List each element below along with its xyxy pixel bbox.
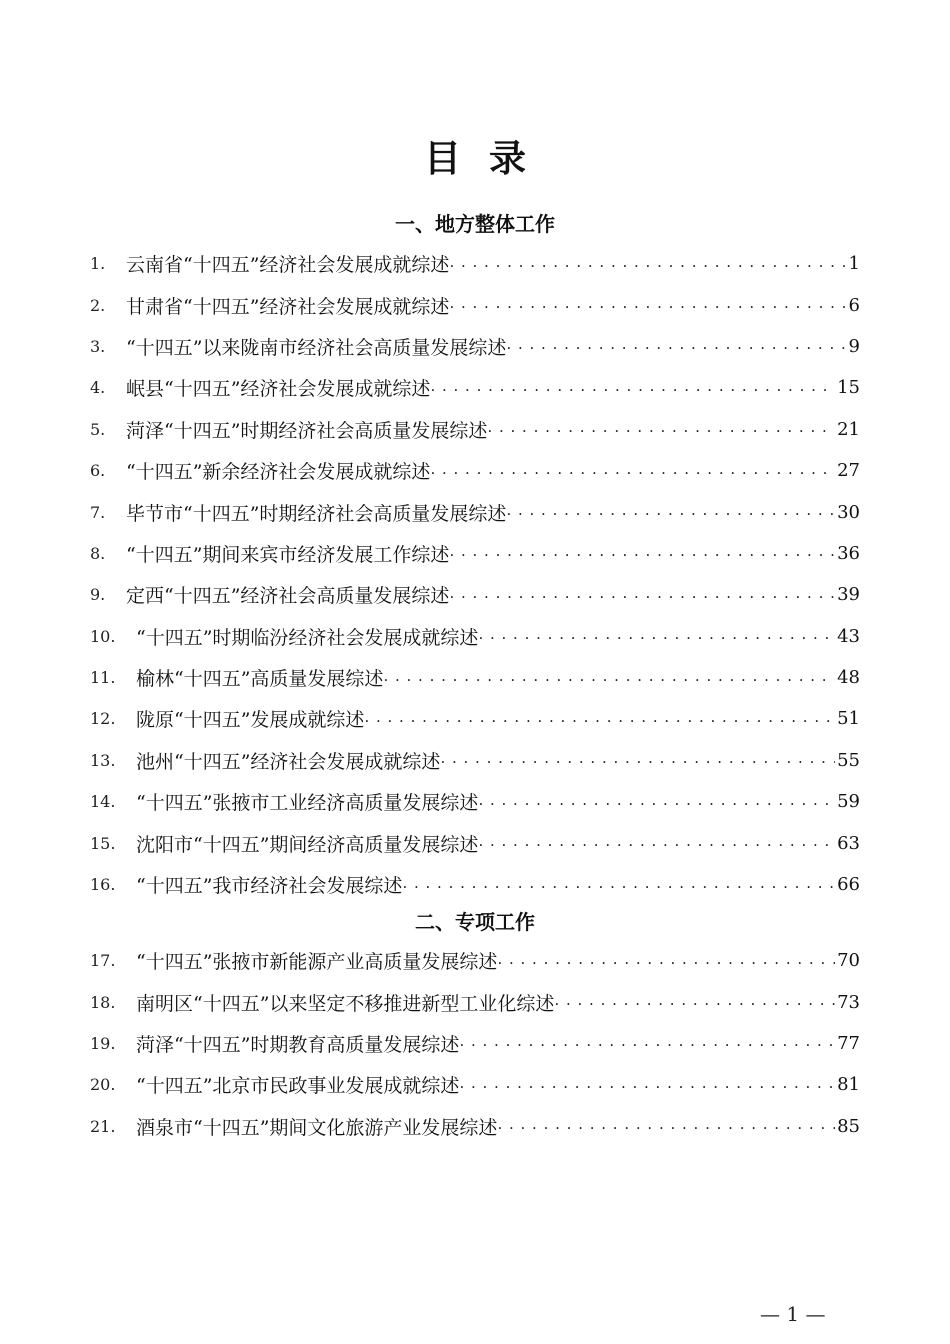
toc-entry-page: 51 bbox=[837, 708, 860, 730]
page-title bbox=[0, 128, 950, 182]
toc-entry-page: 6 bbox=[848, 294, 860, 316]
toc-entry[interactable] bbox=[90, 616, 860, 657]
toc-entry-number: 3. bbox=[90, 336, 106, 356]
toc-entry-page: 43 bbox=[837, 625, 860, 647]
toc-dot-leader bbox=[506, 502, 835, 522]
toc-entry[interactable] bbox=[90, 698, 860, 739]
toc-entry-page: 48 bbox=[837, 667, 860, 689]
toc-dot-leader bbox=[449, 585, 835, 605]
toc-entry-title: 陇原“十四五”发展成就综述 bbox=[136, 709, 365, 732]
page-title-char: 目 bbox=[424, 136, 461, 180]
toc-entry-number: 18. bbox=[90, 992, 116, 1012]
toc-dot-leader bbox=[440, 750, 835, 770]
toc-entry-page: 1 bbox=[848, 253, 860, 275]
toc-entry-page: 77 bbox=[837, 1032, 860, 1054]
toc-entry[interactable] bbox=[90, 1064, 860, 1105]
toc-entry-page: 70 bbox=[837, 950, 860, 972]
toc-dot-leader bbox=[449, 543, 835, 563]
toc-entry-page: 15 bbox=[837, 377, 860, 399]
toc-entry[interactable] bbox=[90, 657, 860, 698]
toc-entry[interactable] bbox=[90, 326, 860, 367]
toc-entry-number: 14. bbox=[90, 792, 116, 812]
toc-dot-leader bbox=[506, 336, 846, 356]
toc-entry-title: 南明区“十四五”以来坚定不移推进新型工业化综述 bbox=[136, 992, 555, 1015]
toc-entry-number: 5. bbox=[90, 419, 106, 439]
toc-dot-leader bbox=[449, 295, 846, 315]
toc-entry-title: 云南省“十四五”经济社会发展成就综述 bbox=[126, 254, 450, 277]
toc-dot-leader bbox=[364, 709, 835, 729]
toc-entry-number: 19. bbox=[90, 1033, 116, 1053]
section-heading: 一、地方整体工作 bbox=[395, 212, 555, 236]
toc-entry-page: 39 bbox=[837, 584, 860, 606]
toc-entry-title: “十四五”时期临汾经济社会发展成就综述 bbox=[136, 626, 479, 649]
toc-entry-title: 菏泽“十四五”时期经济社会高质量发展综述 bbox=[126, 419, 488, 442]
toc-entry-title: 甘肃省“十四五”经济社会发展成就综述 bbox=[126, 295, 450, 318]
toc-entry-title: 酒泉市“十四五”期间文化旅游产业发展综述 bbox=[136, 1116, 498, 1139]
toc-entry-page: 73 bbox=[837, 991, 860, 1013]
toc-entry-page: 63 bbox=[837, 832, 860, 854]
toc-entry-number: 7. bbox=[90, 502, 106, 522]
toc-entry-page: 66 bbox=[837, 874, 860, 896]
toc-entry-title: 定西“十四五”经济社会高质量发展综述 bbox=[126, 585, 450, 608]
toc-entry-number: 16. bbox=[90, 875, 116, 895]
toc-dot-leader bbox=[430, 378, 835, 398]
toc-entry-title: “十四五”张掖市新能源产业高质量发展综述 bbox=[136, 951, 498, 974]
toc-entry-title: 毕节市“十四五”时期经济社会高质量发展综述 bbox=[126, 502, 507, 525]
toc-entry-number: 1. bbox=[90, 254, 106, 274]
toc-entry-page: 9 bbox=[848, 335, 860, 357]
toc-entry[interactable] bbox=[90, 533, 860, 574]
toc-entry-number: 6. bbox=[90, 461, 106, 481]
toc-entry-number: 8. bbox=[90, 543, 106, 563]
toc-entry-title: 岷县“十四五”经济社会发展成就综述 bbox=[126, 378, 431, 401]
toc-entry[interactable] bbox=[90, 450, 860, 491]
toc-entry-title: 池州“十四五”经济社会发展成就综述 bbox=[136, 750, 441, 773]
toc-entry-number: 4. bbox=[90, 378, 106, 398]
toc-entry-title: “十四五”北京市民政事业发展成就综述 bbox=[136, 1075, 460, 1098]
toc-entry[interactable] bbox=[90, 574, 860, 615]
toc-dot-leader bbox=[478, 626, 835, 646]
toc-entry[interactable] bbox=[90, 940, 860, 981]
toc-dot-leader bbox=[554, 992, 835, 1012]
toc-entry[interactable] bbox=[90, 822, 860, 863]
toc-entry-title: “十四五”我市经济社会发展综述 bbox=[136, 875, 403, 898]
toc-entry-page: 21 bbox=[837, 418, 860, 440]
toc-entry-title: “十四五”张掖市工业经济高质量发展综述 bbox=[136, 792, 479, 815]
toc-entry-title: “十四五”以来陇南市经济社会高质量发展综述 bbox=[126, 336, 507, 359]
toc-dot-leader bbox=[497, 1116, 835, 1136]
toc-entry-page: 59 bbox=[837, 791, 860, 813]
toc-entry-number: 11. bbox=[90, 668, 116, 688]
toc-dot-leader bbox=[383, 668, 835, 688]
footer-page-number: — 1 — bbox=[760, 1302, 826, 1326]
toc-dot-leader bbox=[478, 833, 835, 853]
toc-entry[interactable] bbox=[90, 1023, 860, 1064]
toc-entry-number: 15. bbox=[90, 833, 116, 853]
toc-dot-leader bbox=[430, 461, 835, 481]
page-title-char: 录 bbox=[489, 136, 526, 180]
toc-dot-leader bbox=[459, 1075, 835, 1095]
toc-entry-number: 17. bbox=[90, 951, 116, 971]
toc-dot-leader bbox=[487, 419, 835, 439]
toc-entry-number: 13. bbox=[90, 750, 116, 770]
toc-dot-leader bbox=[459, 1033, 835, 1053]
toc-entry[interactable] bbox=[90, 864, 860, 905]
toc-entry-title: 沈阳市“十四五”期间经济高质量发展综述 bbox=[136, 833, 479, 856]
toc-entry-page: 81 bbox=[837, 1074, 860, 1096]
toc-entry[interactable] bbox=[90, 1106, 860, 1147]
toc-entry[interactable] bbox=[90, 409, 860, 450]
toc-entry[interactable] bbox=[90, 781, 860, 822]
section-heading: 二、专项工作 bbox=[415, 910, 535, 934]
toc-dot-leader bbox=[497, 951, 835, 971]
toc-dot-leader bbox=[402, 875, 835, 895]
toc-dot-leader bbox=[478, 792, 835, 812]
toc-entry-page: 30 bbox=[837, 501, 860, 523]
toc-entry[interactable] bbox=[90, 284, 860, 325]
toc-entry-title: 菏泽“十四五”时期教育高质量发展综述 bbox=[136, 1033, 460, 1056]
toc-entry-page: 55 bbox=[837, 749, 860, 771]
toc-entry[interactable] bbox=[90, 981, 860, 1022]
toc-entry-page: 27 bbox=[837, 460, 860, 482]
toc-entry-page: 36 bbox=[837, 542, 860, 564]
toc-entry-number: 20. bbox=[90, 1075, 116, 1095]
toc-entry-number: 10. bbox=[90, 626, 116, 646]
toc-list-section-1 bbox=[90, 243, 860, 905]
toc-entry-number: 9. bbox=[90, 585, 106, 605]
toc-entry-title: 榆林“十四五”高质量发展综述 bbox=[136, 668, 384, 691]
toc-entry[interactable] bbox=[90, 243, 860, 284]
toc-dot-leader bbox=[449, 254, 846, 274]
toc-entry[interactable] bbox=[90, 367, 860, 408]
toc-entry-title: “十四五”期间来宾市经济发展工作综述 bbox=[126, 543, 450, 566]
toc-entry-title: “十四五”新余经济社会发展成就综述 bbox=[126, 461, 431, 484]
toc-entry-number: 21. bbox=[90, 1116, 116, 1136]
toc-entry-number: 12. bbox=[90, 709, 116, 729]
toc-entry[interactable] bbox=[90, 491, 860, 532]
toc-entry-number: 2. bbox=[90, 295, 106, 315]
toc-entry[interactable] bbox=[90, 740, 860, 781]
toc-entry-page: 85 bbox=[837, 1115, 860, 1137]
toc-list-section-2 bbox=[90, 940, 860, 1147]
